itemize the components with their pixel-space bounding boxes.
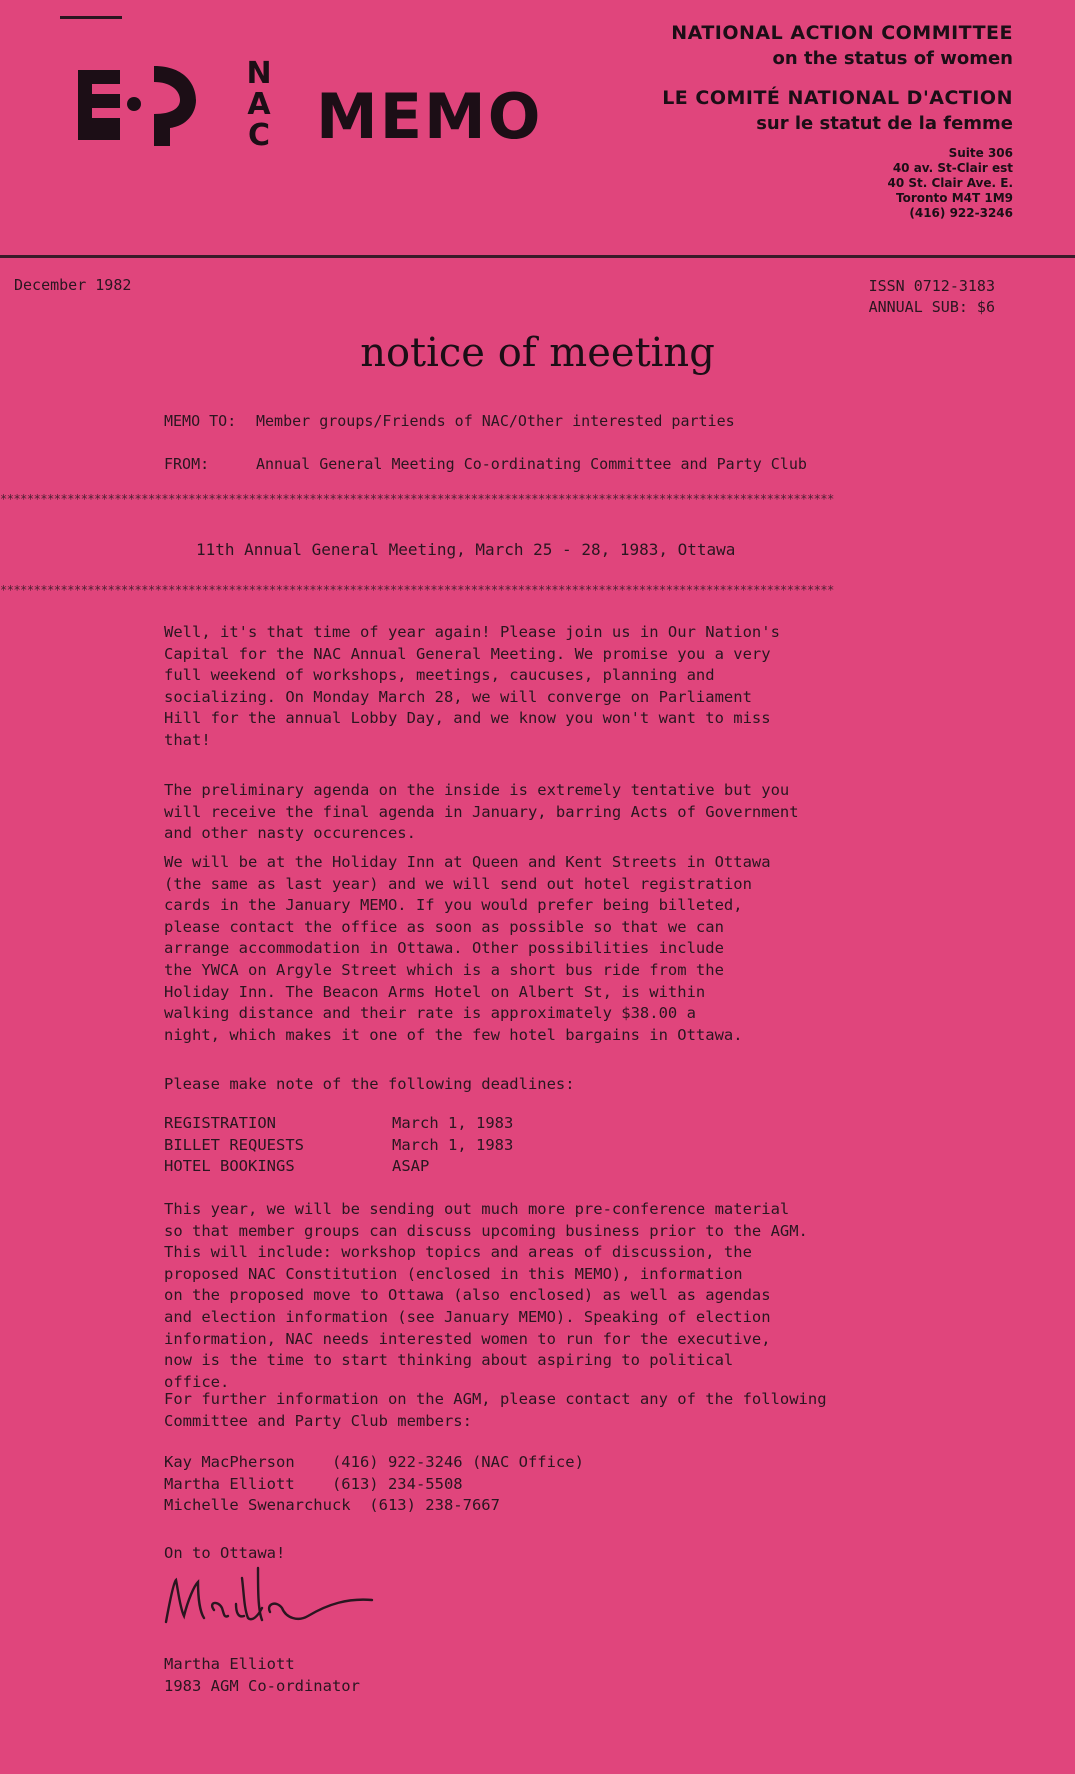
contact-list	[164, 1452, 584, 1517]
signature-icon	[158, 1560, 378, 1640]
deadline-row	[164, 1135, 513, 1157]
deadline-date: ASAP	[392, 1157, 430, 1176]
address-line: 40 av. St-Clair est	[892, 161, 1013, 175]
deadline-date: March 1, 1983	[392, 1135, 514, 1154]
address-line: (416) 922-3246	[909, 206, 1013, 220]
paragraph-accommodation: We will be at the Holiday Inn at Queen and Kent Streets in Ottawa (the same as last year) and we will send out hotel registration cards in the January MEMO. If you would prefer being billeted, please contact the office as soon as possible so that we can arrange accommodation in Ottawa. Other possibilities include the YWCA on Argyle Street which is a short bus ride from the Holiday Inn. The Beacon Arms Hotel on Albert St, is within walking distance and their rate is approximately $38.00 a night, which makes it one of the few hotel bargains in Ottawa.	[164, 853, 771, 1044]
deadline-date: March 1, 1983	[392, 1114, 514, 1132]
issn-block	[869, 276, 995, 318]
annual-subscription: ANNUAL SUB: $6	[868, 298, 995, 316]
nac-logo-icon	[74, 60, 200, 150]
org-name-fr: LE COMITÉ NATIONAL D'ACTION	[662, 87, 1013, 109]
issue-date: December 1982	[14, 276, 132, 294]
contact-item: Kay MacPherson (416) 922-3246 (NAC Office)	[164, 1453, 584, 1471]
org-name-en: NATIONAL ACTION COMMITTEE	[671, 22, 1013, 44]
org-address	[887, 146, 1013, 221]
org-subtitle-en: on the status of women	[772, 48, 1013, 69]
contact-item: Martha Elliott (613) 234-5508	[164, 1474, 463, 1493]
memo-from-label: FROM:	[164, 455, 210, 473]
deadline-row	[164, 1156, 513, 1178]
agm-announcement: 11th Annual General Meeting, March 25 - 28, 1983, Ottawa	[196, 540, 736, 559]
signer-block	[164, 1654, 360, 1697]
deadline-item: REGISTRATION	[164, 1114, 276, 1132]
deadline-item: HOTEL BOOKINGS	[164, 1157, 295, 1176]
deadline-item: BILLET REQUESTS	[164, 1135, 304, 1154]
memo-from-line	[164, 455, 807, 473]
nac-letter-c: C	[247, 118, 271, 153]
star-divider-bottom: ****************************************************************************************************************************	[0, 583, 834, 597]
address-line: Suite 306	[948, 146, 1013, 160]
header-divider	[0, 255, 1075, 258]
paragraph-contact-intro: For further information on the AGM, please contact any of the following Committee and Party Club members:	[164, 1390, 827, 1430]
deadline-row	[164, 1113, 513, 1135]
memo-from-value: Annual General Meeting Co-ordinating Committee and Party Club	[256, 455, 807, 473]
contact-item: Michelle Swenarchuck (613) 238-7667	[164, 1496, 500, 1515]
memo-to-label: MEMO TO:	[164, 412, 237, 430]
nac-letters	[244, 58, 274, 151]
org-subtitle-fr: sur le statut de la femme	[756, 113, 1013, 134]
memo-to-line	[164, 412, 735, 430]
deadlines-table	[164, 1113, 513, 1178]
address-line: 40 St. Clair Ave. E.	[887, 176, 1013, 190]
paragraph-intro: Well, it's that time of year again! Please join us in Our Nation's Capital for the NAC Annual General Meeting. We promise you a very full weekend of workshops, meetings, caucuses, planning and socializing. On Monday March 28, we will converge on Parliament Hill for the annual Lobby Day, and we know you won't want to miss that!	[164, 623, 780, 749]
issn-number: ISSN 0712-3183	[868, 277, 995, 295]
closing-line: On to Ottawa!	[164, 1544, 286, 1562]
signer-title: 1983 AGM Co-ordinator	[164, 1676, 360, 1695]
address-line: Toronto M4T 1M9	[896, 191, 1013, 205]
paragraph-agenda: The preliminary agenda on the inside is extremely tentative but you will receive the final agenda in January, barring Acts of Government and other nasty occurences.	[164, 781, 799, 843]
nac-letter-n: N	[246, 56, 272, 91]
paragraph-deadlines-intro: Please make note of the following deadlines:	[164, 1075, 575, 1093]
signer-name: Martha Elliott	[164, 1655, 295, 1673]
memo-wordmark: MEMO	[316, 80, 543, 153]
page-title: notice of meeting	[360, 330, 715, 376]
paragraph-preconference: This year, we will be sending out much more pre-conference material so that member groups can discuss upcoming business prior to the AGM. This will include: workshop topics and areas of discussion, the proposed NAC Constitution (enclosed in this MEMO), information on the proposed move to Ottawa (also enclosed) as well as agendas and election information (see January MEMO). Speaking of election information, NAC needs interested women to run for the executive, now is the time to start thinking about aspiring to political office.	[164, 1200, 808, 1391]
nac-letter-a: A	[247, 87, 271, 122]
corner-mark	[60, 16, 122, 19]
organization-name	[662, 22, 1013, 134]
star-divider-top: ****************************************************************************************************************************	[0, 492, 834, 506]
memo-to-value: Member groups/Friends of NAC/Other interested parties	[256, 412, 735, 430]
